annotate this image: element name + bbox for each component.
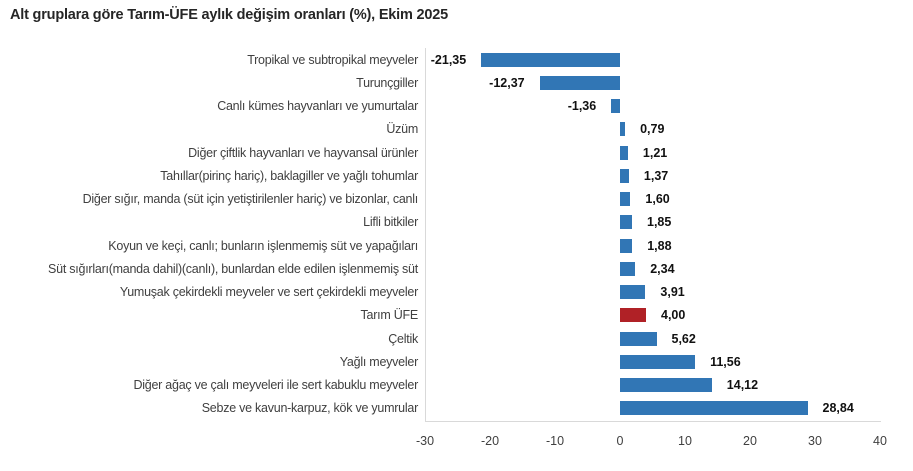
value-label: 3,91: [660, 285, 685, 300]
category-label: Yumuşak çekirdekli meyveler ve sert çekirdekli meyveler: [119, 285, 418, 300]
category-label: Süt sığırları(manda dahil)(canlı), bunlardan elde edilen işlenmemiş süt: [48, 261, 418, 276]
value-label: 1,37: [643, 168, 669, 183]
value-label: 1,21: [642, 145, 668, 160]
value-label: 5,62: [671, 331, 696, 346]
category-label: Turunçgiller: [356, 75, 418, 90]
category-label: Canlı kümes hayvanları ve yumurtalar: [217, 99, 418, 114]
value-label: 14,12: [726, 378, 759, 393]
bar: [620, 332, 657, 346]
category-label: Üzüm: [386, 122, 418, 137]
bar: [620, 355, 695, 369]
highlight-bar: [620, 308, 646, 322]
value-label: 28,84: [822, 401, 854, 416]
x-axis-tick-label: 40: [873, 434, 887, 448]
chart-title: Alt gruplara göre Tarım-ÜFE aylık değişim oranları (%), Ekim 2025: [10, 7, 448, 23]
value-label: 1,60: [645, 192, 670, 207]
category-label: Tarım ÜFE: [360, 308, 418, 323]
category-label: Çeltik: [388, 331, 418, 346]
category-label: Lifli bitkiler: [363, 215, 418, 230]
value-label: 4,00: [661, 308, 686, 323]
x-axis-tick-label: 20: [743, 434, 757, 448]
value-label: 1,85: [647, 215, 672, 230]
x-axis-tick-label: -30: [415, 434, 435, 448]
bar: [540, 76, 620, 90]
bar: [620, 169, 629, 183]
category-label: Tahıllar(pirinç hariç), baklagiller ve yağlı tohumlar: [160, 168, 418, 183]
bar: [620, 146, 628, 160]
category-label: Koyun ve keçi, canlı; bunların işlenmemiş süt ve yapağıları: [108, 238, 418, 253]
y-axis-line: [425, 48, 426, 422]
category-label: Tropikal ve subtropikal meyveler: [247, 52, 418, 67]
bar: [620, 401, 808, 415]
x-axis-tick-label: -10: [545, 434, 565, 448]
x-axis-tick-label: 10: [678, 434, 692, 448]
category-label: Yağlı meyveler: [339, 354, 418, 369]
bar: [620, 285, 645, 299]
bar: [620, 215, 632, 229]
bar: [620, 192, 630, 206]
bar: [620, 122, 625, 136]
bar: [620, 378, 712, 392]
value-label: 11,56: [710, 354, 741, 369]
bar: [620, 239, 632, 253]
category-label: Diğer çiftlik hayvanları ve hayvansal ürünler: [188, 145, 418, 160]
category-label: Diğer ağaç ve çalı meyveleri ile sert kabuklu meyveler: [133, 378, 418, 393]
value-label: 0,79: [640, 122, 665, 137]
category-label: Sebze ve kavun-karpuz, kök ve yumrular: [201, 401, 418, 416]
value-label: -21,35: [430, 52, 467, 67]
value-label: 1,88: [647, 238, 672, 253]
bar: [611, 99, 620, 113]
bar: [481, 53, 620, 67]
value-label: 2,34: [650, 261, 675, 276]
x-axis-line: [425, 421, 881, 422]
x-axis-tick-label: 0: [616, 434, 624, 448]
x-axis-tick-label: 30: [808, 434, 822, 448]
value-label: -12,37: [489, 75, 525, 90]
category-label: Diğer sığır, manda (süt için yetiştirilenler hariç) ve bizonlar, canlı: [82, 192, 418, 207]
bar: [620, 262, 635, 276]
value-label: -1,36: [567, 99, 597, 114]
x-axis-tick-label: -20: [480, 434, 500, 448]
